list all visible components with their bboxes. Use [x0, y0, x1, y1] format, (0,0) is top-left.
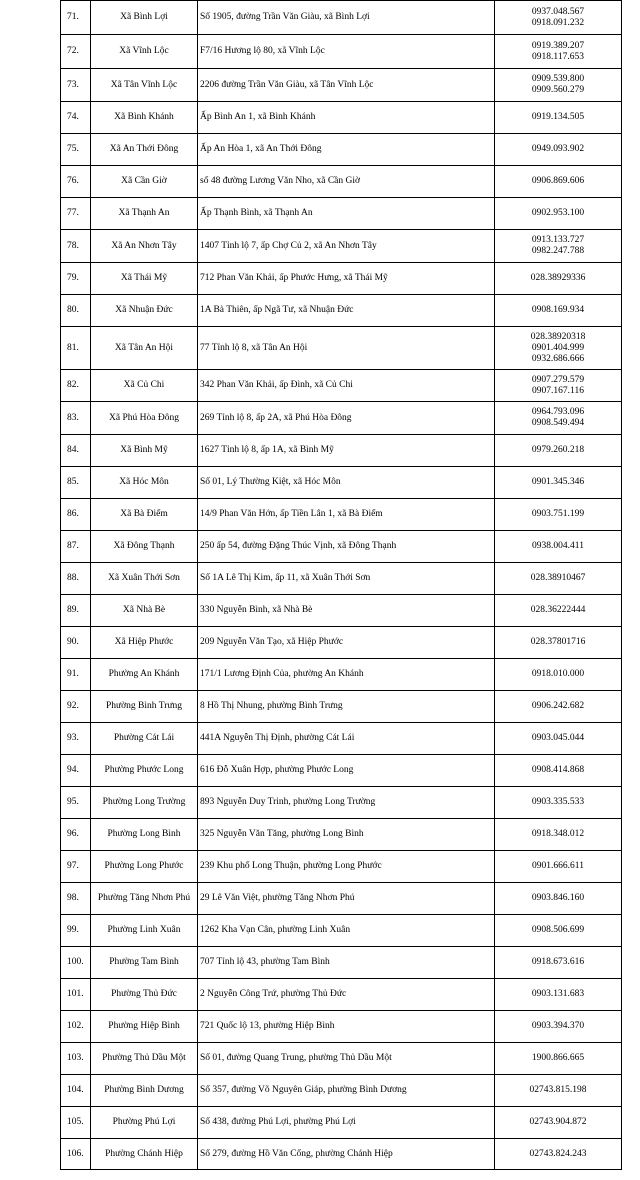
unit-address: 77 Tỉnh lộ 8, xã Tân An Hội	[198, 327, 495, 370]
phone-cell	[495, 198, 622, 230]
phone-cell	[495, 1107, 622, 1139]
phone-cell	[495, 851, 622, 883]
table-row	[61, 1043, 622, 1075]
phone-number: 0979.260.218	[531, 445, 585, 455]
row-number: 96.	[61, 819, 91, 851]
phone-cell	[495, 499, 622, 531]
unit-address: 14/9 Phan Văn Hớn, ấp Tiền Lân 1, xã Bà Điểm	[198, 499, 495, 531]
phone-cell	[495, 563, 622, 595]
phone-cell	[495, 263, 622, 295]
table-row	[61, 1011, 622, 1043]
table-row	[61, 230, 622, 263]
phone-number: 028.38910467	[530, 573, 586, 583]
phone-number: 1900.866.665	[531, 1053, 585, 1063]
table-row	[61, 595, 622, 627]
phone-cell	[495, 370, 622, 402]
row-number: 79.	[61, 263, 91, 295]
unit-name: Xã Hóc Môn	[91, 467, 198, 499]
table-row	[61, 134, 622, 166]
unit-address: 707 Tỉnh lộ 43, phường Tam Bình	[198, 947, 495, 979]
unit-name: Xã Thạnh An	[91, 198, 198, 230]
table-row	[61, 370, 622, 402]
contact-table	[60, 0, 622, 1170]
unit-address: 2206 đường Trần Văn Giàu, xã Tân Vĩnh Lộc	[198, 69, 495, 102]
table-row	[61, 499, 622, 531]
row-number: 102.	[61, 1011, 91, 1043]
phone-cell	[495, 402, 622, 435]
row-number: 77.	[61, 198, 91, 230]
unit-name: Phường Hiệp Bình	[91, 1011, 198, 1043]
unit-address: 330 Nguyễn Bình, xã Nhà Bè	[198, 595, 495, 627]
unit-name: Phường Long Bình	[91, 819, 198, 851]
unit-address: 1262 Kha Vạn Cân, phường Linh Xuân	[198, 915, 495, 947]
table-row	[61, 402, 622, 435]
row-number: 93.	[61, 723, 91, 755]
unit-address: số 48 đường Lương Văn Nho, xã Cần Giờ	[198, 166, 495, 198]
table-row	[61, 1139, 622, 1170]
unit-address: Số 1A Lê Thị Kim, ấp 11, xã Xuân Thới Sơn	[198, 563, 495, 595]
table-row	[61, 35, 622, 69]
unit-address: 1407 Tỉnh lộ 7, ấp Chợ Củ 2, xã An Nhơn Tây	[198, 230, 495, 263]
phone-number: 0901.345.346	[531, 477, 585, 487]
phone-cell	[495, 595, 622, 627]
row-number: 88.	[61, 563, 91, 595]
unit-name: Xã Nhà Bè	[91, 595, 198, 627]
phone-number: 0903.846.160	[531, 893, 585, 903]
unit-address: F7/16 Hương lộ 80, xã Vĩnh Lộc	[198, 35, 495, 69]
table-row	[61, 435, 622, 467]
unit-name: Xã An Thới Đông	[91, 134, 198, 166]
phone-number: 0906.869.606	[531, 176, 585, 186]
row-number: 90.	[61, 627, 91, 659]
unit-name: Phường Phú Lợi	[91, 1107, 198, 1139]
table-row	[61, 563, 622, 595]
table-row	[61, 166, 622, 198]
unit-name: Xã Bình Mỹ	[91, 435, 198, 467]
phone-number: 0918.010.000	[531, 669, 585, 679]
table-row	[61, 787, 622, 819]
unit-name: Xã Bình Khánh	[91, 102, 198, 134]
unit-address: 8 Hồ Thị Nhung, phường Bình Trưng	[198, 691, 495, 723]
row-number: 85.	[61, 467, 91, 499]
table-row	[61, 327, 622, 370]
unit-name: Phường Phước Long	[91, 755, 198, 787]
row-number: 73.	[61, 69, 91, 102]
unit-name: Xã Nhuận Đức	[91, 295, 198, 327]
unit-name: Phường Linh Xuân	[91, 915, 198, 947]
phone-number: 0908.506.699	[531, 925, 585, 935]
phone-number: 0918.673.616	[531, 957, 585, 967]
phone-cell	[495, 102, 622, 134]
table-row	[61, 819, 622, 851]
table-row	[61, 1075, 622, 1107]
phone-cell	[495, 467, 622, 499]
unit-address: Số 01, đường Quang Trung, phường Thủ Dầu Một	[198, 1043, 495, 1075]
row-number: 104.	[61, 1075, 91, 1107]
row-number: 99.	[61, 915, 91, 947]
phone-cell	[495, 979, 622, 1011]
unit-name: Phường Bình Trưng	[91, 691, 198, 723]
phone-number: 0903.131.683	[531, 989, 585, 999]
unit-address: Ấp Thạnh Bình, xã Thạnh An	[198, 198, 495, 230]
unit-address: 171/1 Lương Định Của, phường An Khánh	[198, 659, 495, 691]
phone-number: 0906.242.682	[531, 701, 585, 711]
table-row	[61, 659, 622, 691]
row-number: 84.	[61, 435, 91, 467]
phone-number: 0909.539.800	[531, 74, 585, 84]
phone-number: 0901.404.999	[531, 342, 585, 353]
phone-number: 02743.904.872	[529, 1117, 587, 1127]
unit-name: Phường Thủ Dầu Một	[91, 1043, 198, 1075]
phone-cell	[495, 883, 622, 915]
phone-number: 0982.247.788	[531, 246, 585, 256]
unit-address: Số 279, đường Hồ Văn Cống, phường Chánh Hiệp	[198, 1139, 495, 1170]
phone-cell	[495, 1043, 622, 1075]
row-number: 106.	[61, 1139, 91, 1170]
table-row	[61, 263, 622, 295]
unit-name: Xã An Nhơn Tây	[91, 230, 198, 263]
row-number: 78.	[61, 230, 91, 263]
table-row	[61, 883, 622, 915]
row-number: 91.	[61, 659, 91, 691]
row-number: 100.	[61, 947, 91, 979]
table-row	[61, 1, 622, 35]
row-number: 101.	[61, 979, 91, 1011]
unit-address: 1A Bà Thiên, ấp Ngã Tư, xã Nhuận Đức	[198, 295, 495, 327]
row-number: 97.	[61, 851, 91, 883]
table-row	[61, 947, 622, 979]
table-row	[61, 723, 622, 755]
unit-address: 616 Đỗ Xuân Hợp, phường Phước Long	[198, 755, 495, 787]
phone-cell	[495, 1011, 622, 1043]
unit-name: Phường Chánh Hiệp	[91, 1139, 198, 1170]
unit-name: Xã Củ Chi	[91, 370, 198, 402]
unit-name: Phường Cát Lái	[91, 723, 198, 755]
phone-cell	[495, 755, 622, 787]
phone-number: 0908.169.934	[531, 305, 585, 315]
unit-address: 239 Khu phố Long Thuận, phường Long Phước	[198, 851, 495, 883]
phone-number: 0938.004.411	[532, 541, 584, 551]
unit-name: Phường Tăng Nhơn Phú	[91, 883, 198, 915]
phone-cell	[495, 1139, 622, 1170]
unit-address: Ấp An Hòa 1, xã An Thới Đông	[198, 134, 495, 166]
row-number: 72.	[61, 35, 91, 69]
unit-address: 325 Nguyễn Văn Tăng, phường Long Bình	[198, 819, 495, 851]
unit-address: Số 1905, đường Trần Văn Giàu, xã Bình Lợi	[198, 1, 495, 35]
phone-cell	[495, 659, 622, 691]
phone-number: 0901.666.611	[532, 861, 584, 871]
phone-number: 0902.953.100	[531, 208, 585, 218]
unit-address: 342 Phan Văn Khải, ấp Đình, xã Củ Chi	[198, 370, 495, 402]
phone-number: 0918.117.653	[532, 51, 584, 62]
unit-address: 893 Nguyễn Duy Trinh, phường Long Trường	[198, 787, 495, 819]
unit-address: 712 Phan Văn Khải, ấp Phước Hưng, xã Thái Mỹ	[198, 263, 495, 295]
phone-number: 02743.815.198	[529, 1085, 587, 1095]
table-row	[61, 531, 622, 563]
unit-address: 29 Lê Văn Việt, phường Tăng Nhơn Phú	[198, 883, 495, 915]
row-number: 82.	[61, 370, 91, 402]
phone-cell	[495, 69, 622, 102]
phone-number: 0907.279.579	[531, 374, 585, 385]
unit-address: Số 01, Lý Thường Kiệt, xã Hóc Môn	[198, 467, 495, 499]
table-row	[61, 467, 622, 499]
phone-number: 0937.048.567	[531, 6, 585, 17]
phone-cell	[495, 531, 622, 563]
unit-name: Xã Tân An Hội	[91, 327, 198, 370]
phone-cell	[495, 327, 622, 370]
table-row	[61, 198, 622, 230]
row-number: 92.	[61, 691, 91, 723]
phone-number: 0913.133.727	[531, 235, 585, 245]
phone-number: 028.36222444	[530, 605, 586, 615]
phone-number: 028.38929336	[530, 273, 586, 283]
table-row	[61, 69, 622, 102]
unit-name: Phường Tam Bình	[91, 947, 198, 979]
phone-number: 0919.134.505	[531, 112, 585, 122]
phone-number: 0907.167.116	[532, 385, 584, 396]
unit-name: Xã Vĩnh Lộc	[91, 35, 198, 69]
phone-cell	[495, 947, 622, 979]
unit-name: Phường Long Phước	[91, 851, 198, 883]
row-number: 71.	[61, 1, 91, 35]
phone-cell	[495, 295, 622, 327]
unit-name: Xã Hiệp Phước	[91, 627, 198, 659]
table-row	[61, 295, 622, 327]
phone-cell	[495, 166, 622, 198]
phone-number: 0932.686.666	[531, 353, 585, 364]
unit-address: Ấp Bình An 1, xã Bình Khánh	[198, 102, 495, 134]
phone-cell	[495, 230, 622, 263]
phone-number: 028.37801716	[530, 637, 586, 647]
table-row	[61, 915, 622, 947]
table-row	[61, 1107, 622, 1139]
phone-number: 0918.348.012	[531, 829, 585, 839]
row-number: 103.	[61, 1043, 91, 1075]
table-row	[61, 851, 622, 883]
table-row	[61, 979, 622, 1011]
phone-cell	[495, 627, 622, 659]
phone-cell	[495, 1075, 622, 1107]
unit-address: 209 Nguyễn Văn Tạo, xã Hiệp Phước	[198, 627, 495, 659]
row-number: 94.	[61, 755, 91, 787]
phone-number: 0903.045.044	[531, 733, 585, 743]
phone-cell	[495, 819, 622, 851]
row-number: 86.	[61, 499, 91, 531]
phone-cell	[495, 35, 622, 69]
phone-number: 0919.389.207	[531, 40, 585, 51]
unit-name: Xã Tân Vĩnh Lộc	[91, 69, 198, 102]
unit-address: 250 ấp 54, đường Đặng Thúc Vịnh, xã Đông Thạnh	[198, 531, 495, 563]
unit-address: 2 Nguyễn Công Trứ, phường Thủ Đức	[198, 979, 495, 1011]
phone-cell	[495, 723, 622, 755]
table-row	[61, 627, 622, 659]
row-number: 89.	[61, 595, 91, 627]
phone-cell	[495, 691, 622, 723]
unit-name: Phường An Khánh	[91, 659, 198, 691]
row-number: 98.	[61, 883, 91, 915]
table-body	[61, 1, 622, 1170]
row-number: 74.	[61, 102, 91, 134]
table-row	[61, 755, 622, 787]
unit-address: 1627 Tỉnh lộ 8, ấp 1A, xã Bình Mỹ	[198, 435, 495, 467]
row-number: 76.	[61, 166, 91, 198]
row-number: 87.	[61, 531, 91, 563]
phone-number: 0909.560.279	[531, 85, 585, 95]
phone-number: 0908.414.868	[531, 765, 585, 775]
unit-name: Xã Bình Lợi	[91, 1, 198, 35]
phone-number: 0964.793.096	[531, 407, 585, 417]
phone-number: 028.38920318	[530, 331, 586, 342]
phone-cell	[495, 787, 622, 819]
unit-name: Xã Thái Mỹ	[91, 263, 198, 295]
unit-address: 721 Quốc lộ 13, phường Hiệp Bình	[198, 1011, 495, 1043]
unit-name: Xã Bà Điểm	[91, 499, 198, 531]
unit-name: Xã Phú Hòa Đông	[91, 402, 198, 435]
phone-number: 0908.549.494	[531, 418, 585, 428]
phone-number: 02743.824.243	[529, 1148, 587, 1159]
phone-number: 0903.751.199	[531, 509, 585, 519]
phone-cell	[495, 134, 622, 166]
unit-name: Phường Bình Dương	[91, 1075, 198, 1107]
unit-address: Số 357, đường Võ Nguyên Giáp, phường Bình Dương	[198, 1075, 495, 1107]
row-number: 83.	[61, 402, 91, 435]
unit-name: Xã Đông Thạnh	[91, 531, 198, 563]
unit-address: 441A Nguyễn Thị Định, phường Cát Lái	[198, 723, 495, 755]
unit-name: Phường Long Trường	[91, 787, 198, 819]
row-number: 75.	[61, 134, 91, 166]
unit-address: Số 438, đường Phú Lợi, phường Phú Lợi	[198, 1107, 495, 1139]
phone-cell	[495, 435, 622, 467]
phone-cell	[495, 915, 622, 947]
unit-address: 269 Tỉnh lộ 8, ấp 2A, xã Phú Hòa Đông	[198, 402, 495, 435]
table-row	[61, 691, 622, 723]
phone-number: 0903.394.370	[531, 1021, 585, 1031]
row-number: 105.	[61, 1107, 91, 1139]
table-row	[61, 102, 622, 134]
row-number: 95.	[61, 787, 91, 819]
phone-number: 0918.091.232	[531, 17, 585, 28]
phone-number: 0949.093.902	[531, 144, 585, 154]
phone-number: 0903.335.533	[531, 797, 585, 807]
row-number: 81.	[61, 327, 91, 370]
unit-name: Xã Cần Giờ	[91, 166, 198, 198]
row-number: 80.	[61, 295, 91, 327]
unit-name: Phường Thủ Đức	[91, 979, 198, 1011]
phone-cell	[495, 1, 622, 35]
unit-name: Xã Xuân Thới Sơn	[91, 563, 198, 595]
